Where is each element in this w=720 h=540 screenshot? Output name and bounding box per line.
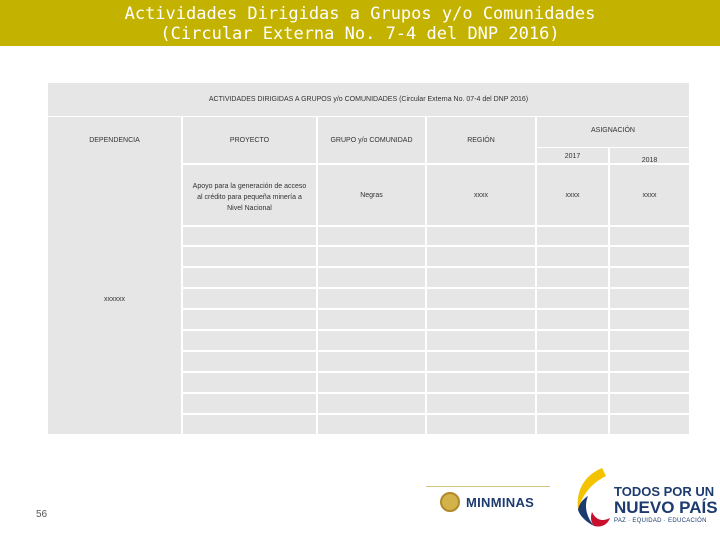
column-divider (608, 147, 610, 434)
row1-2018: xxxx (642, 192, 657, 199)
row-divider (181, 371, 689, 373)
row1-proyecto-line: al crédito para pequeña minería a (197, 194, 302, 201)
slide-title-line-2: (Circular Externa No. 7-4 del DNP 2016) (160, 24, 560, 44)
coat-of-arms-icon (440, 492, 460, 512)
slide-title (0, 0, 720, 46)
slide-title-line-1: Actividades Dirigidas a Grupos y/o Comunidades (124, 4, 596, 24)
gov-logo-line-1: TODOS POR UN (614, 484, 715, 499)
row1-proyecto-line: Nivel Nacional (227, 205, 272, 212)
header-year-2018: 2018 (641, 157, 658, 164)
row1-2017: xxxx (565, 192, 580, 199)
minminas-logo-text: MINMINAS (466, 495, 535, 510)
row1-proyecto (183, 181, 316, 214)
gov-logo-line-3: PAZ · EQUIDAD · EDUCACIÓN (614, 518, 707, 524)
row1-proyecto-line: Apoyo para la generación de acceso (192, 183, 307, 190)
row1-region: xxxx (474, 192, 488, 199)
subheader-divider (535, 147, 689, 148)
row-divider (181, 413, 689, 415)
header-asignacion: ASIGNACIÓN (591, 127, 635, 134)
row-divider (181, 266, 689, 268)
row-divider (181, 225, 689, 227)
row1-grupo: Negras (360, 192, 383, 199)
table-caption: ACTIVIDADES DIRIGIDAS A GRUPOS y/o COMUNIDADES (Circular Externa No. 07-4 del DNP 2016) (208, 96, 529, 103)
colombia-flag-swoosh-icon (572, 466, 612, 528)
header-region: REGIÓN (467, 137, 495, 144)
header-grupo: GRUPO y/o COMUNIDAD (330, 137, 413, 144)
row-divider (181, 245, 689, 247)
activities-table (48, 83, 689, 434)
row-divider (181, 329, 689, 331)
header-proyecto: PROYECTO (229, 137, 270, 144)
dependencia-value: xxxxxx (104, 296, 125, 303)
header-dependencia: DEPENDENCIA (89, 137, 140, 144)
header-year-2017: 2017 (564, 153, 581, 160)
gov-logo-line-2: NUEVO PAÍS (614, 498, 718, 517)
table-divider (48, 116, 689, 117)
row-divider (181, 392, 689, 394)
page-number: 56 (36, 509, 48, 520)
row-divider (181, 287, 689, 289)
government-logo (572, 466, 718, 530)
row-divider (181, 308, 689, 310)
minminas-logo (426, 486, 550, 517)
row-divider (181, 350, 689, 352)
